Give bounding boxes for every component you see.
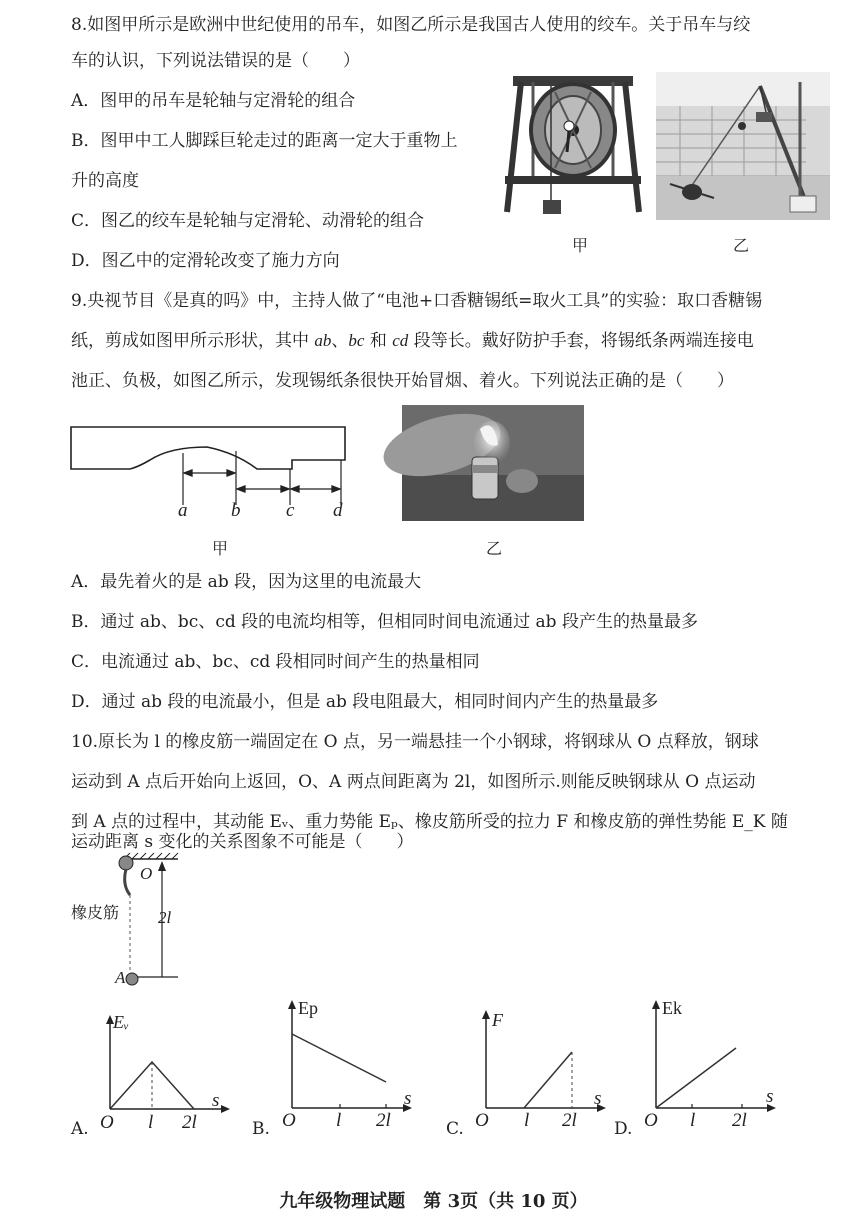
tin-foil-strip-diagram [70, 425, 350, 495]
graph-c-origin: O [475, 1110, 489, 1131]
graph-d-xlabel: s [766, 1086, 774, 1107]
point-a-label: a [178, 500, 188, 521]
q9-segment-bc: bc [348, 331, 365, 350]
q9-sep: 、 [331, 331, 349, 351]
winch-illustration [656, 72, 830, 220]
fig-point-o: O [140, 864, 153, 883]
q8-option-b-line2: 升的高度 [71, 171, 139, 191]
point-c-label: c [286, 500, 295, 521]
q9-stem-line2 [71, 330, 754, 352]
q8-option-b-line1: B．图甲中工人脚踩巨轮走过的距离一定大于重物上 [71, 131, 458, 151]
q9-fig-yi-caption: 乙 [486, 539, 503, 558]
graph-b-tick-l: l [336, 1110, 342, 1131]
fig-point-a: A [115, 968, 126, 987]
graph-d-ylabel: Ek [662, 998, 682, 1018]
q10-stem-line1: 10.原长为 l 的橡皮筋一端固定在 O 点，另一端悬挂一个小钢球，将钢球从 O 点释放，钢球 [71, 732, 759, 752]
q8-fig-jia-caption: 甲 [572, 236, 589, 255]
q9-option-c: C．电流通过 ab、bc、cd 段相同时间产生的热量相同 [71, 652, 480, 672]
point-b-label: b [231, 500, 241, 521]
q9-and: 和 [364, 331, 393, 351]
graph-c-ylabel: F [492, 1010, 503, 1030]
graph-a-origin: O [100, 1112, 114, 1133]
q8-option-a: A．图甲的吊车是轮轴与定滑轮的组合 [71, 91, 356, 111]
q8-option-d: D．图乙中的定滑轮改变了施力方向 [71, 251, 340, 271]
graph-d-option: D. [614, 1119, 633, 1139]
q9-stem-line3: 池正、负极，如图乙所示，发现锡纸条很快开始冒烟、着火。下列说法正确的是（ ） [71, 371, 734, 391]
q9-option-d: D．通过 ab 段的电流最小，但是 ab 段电阻最大，相同时间内产生的热量最多 [71, 692, 659, 712]
graph-c-xlabel: s [594, 1088, 602, 1109]
graph-a-tick-l: l [148, 1112, 154, 1133]
q9-segment-cd: cd [392, 331, 409, 350]
q8-stem-line2: 车的认识，下列说法错误的是（ ） [71, 51, 360, 71]
q8-stem-line1: 8.如图甲所示是欧洲中世纪使用的吊车，如图乙所示是我国古人使用的绞车。关于吊车与绞 [71, 15, 751, 35]
q9-stem-line2-a: 纸，剪成如图甲所示形状，其中 [71, 331, 315, 351]
graph-a-tick-2l: 2l [182, 1112, 197, 1133]
graph-b-origin: O [282, 1110, 296, 1131]
point-d-label: d [333, 500, 343, 521]
graph-a-xlabel: s [212, 1090, 220, 1111]
q9-option-b: B．通过 ab、bc、cd 段的电流均相等，但相同时间电流通过 ab 段产生的热量最多 [71, 612, 698, 632]
q9-segment-ab: ab [314, 331, 332, 350]
graph-c-tick-2l: 2l [562, 1110, 577, 1131]
rubber-band-label: 橡皮筋 [71, 903, 120, 922]
graph-d-tick-l: l [690, 1110, 696, 1131]
graph-d-origin: O [644, 1110, 658, 1131]
fig-distance-2l: 2l [158, 908, 172, 927]
graph-c-option: C. [446, 1119, 464, 1139]
q9-option-a: A．最先着火的是 ab 段，因为这里的电流最大 [71, 572, 422, 592]
graph-c-tick-l: l [524, 1110, 530, 1131]
q9-fig-jia-caption: 甲 [212, 539, 229, 558]
graph-b-option: B. [252, 1119, 270, 1139]
q9-stem-line1: 9.央视节目《是真的吗》中，主持人做了“电池+口香糖锡纸=取火工具”的实验：取口香糖锡 [71, 291, 763, 311]
q8-fig-yi-caption: 乙 [733, 236, 750, 255]
graph-b-xlabel: s [404, 1088, 412, 1109]
battery-foil-photo [402, 405, 584, 521]
crane-illustration [503, 72, 643, 220]
q10-stem-line4: 运动距离 s 变化的关系图象不可能是（ ） [71, 832, 414, 852]
graph-d-tick-2l: 2l [732, 1110, 747, 1131]
graph-a-ylabel: Eᵥ [113, 1012, 130, 1032]
q9-stem-line2-b: 段等长。戴好防护手套，将锡纸条两端连接电 [408, 331, 754, 351]
q10-stem-line2: 运动到 A 点后开始向上返回，O、A 两点间距离为 2l，如图所示.则能反映钢球从 O 点运动 [71, 772, 756, 792]
page-footer: 九年级物理试题 第 3页（共 10 页） [279, 1191, 588, 1212]
q10-stem-line3: 到 A 点的过程中，其动能 Eᵥ、重力势能 Eₚ、橡皮筋所受的拉力 F 和橡皮筋的弹性势能 E_K 随 [71, 812, 788, 832]
graph-b-tick-2l: 2l [376, 1110, 391, 1131]
graph-a-option: A. [71, 1119, 89, 1139]
q8-option-c: C．图乙的绞车是轮轴与定滑轮、动滑轮的组合 [71, 211, 425, 231]
graph-b-ylabel: Ep [298, 998, 318, 1018]
